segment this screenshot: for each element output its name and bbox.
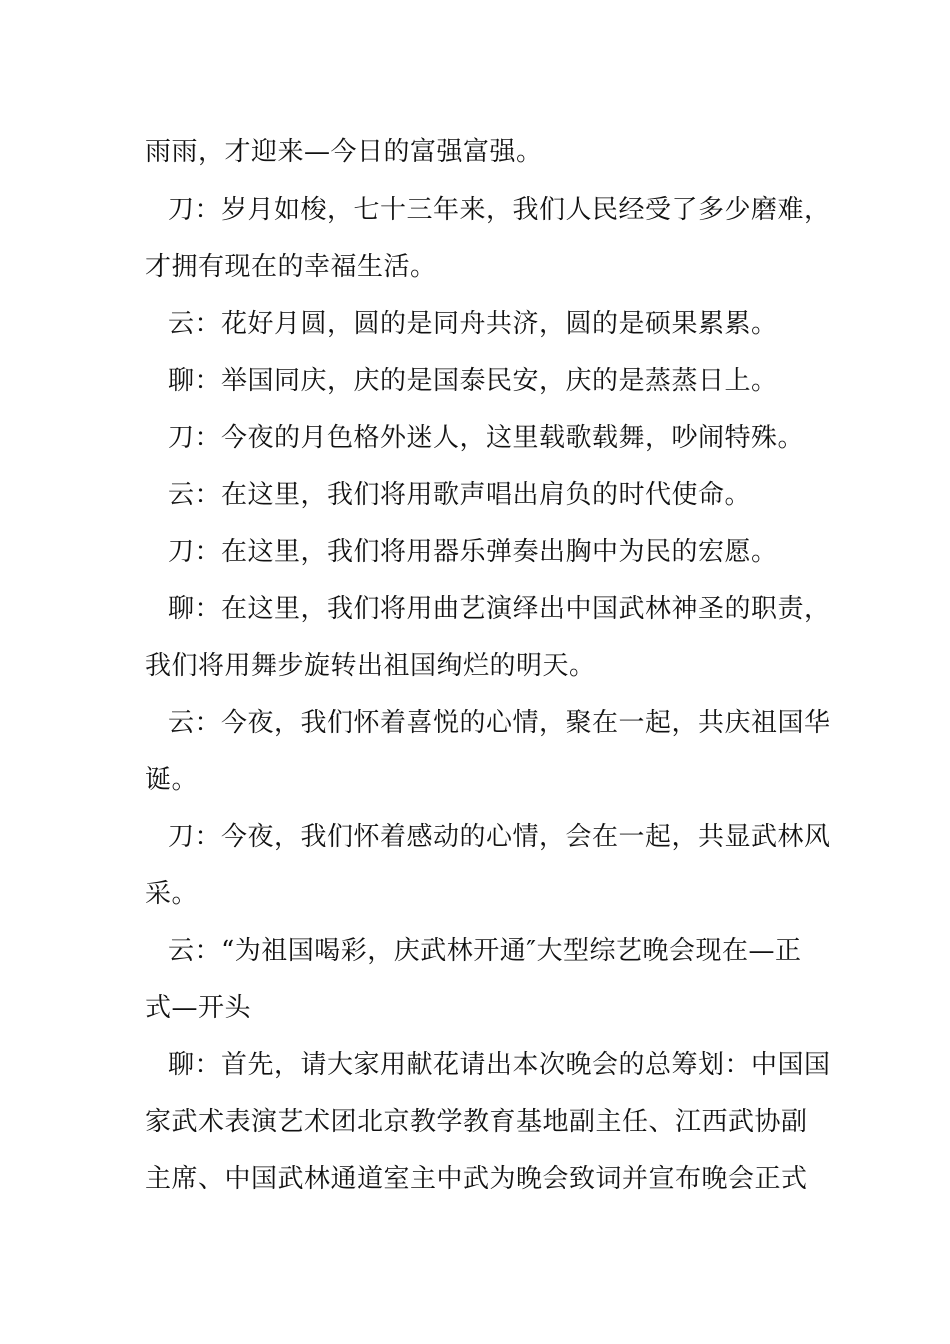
text-line: 云：“为祖国喝彩，庆武林开通″大型综艺晚会现在—正 [168, 936, 802, 966]
text-line: 聊：举国同庆，庆的是国泰民安，庆的是蒸蒸日上。 [168, 366, 778, 396]
text-line: 我们将用舞步旋转出祖国绚烂的明天。 [145, 651, 596, 681]
text-line: 聊：首先，请大家用献花请出本次晚会的总筹划：中国国 [168, 1050, 831, 1080]
text-line: 刀：在这里，我们将用器乐弹奏出胸中为民的宏愿。 [168, 537, 778, 567]
text-line: 采。 [145, 879, 199, 909]
text-line: 诞。 [145, 765, 199, 795]
text-line: 刀：岁月如梭，七十三年来，我们人民经受了多少磨难， [168, 195, 831, 225]
text-line: 家武术表演艺术团北京教学教育基地副主任、江西武协副 [145, 1107, 808, 1137]
text-line: 雨雨，才迎来—今日的富强富强。 [145, 137, 543, 167]
text-line: 云：在这里，我们将用歌声唱出肩负的时代使命。 [168, 480, 752, 510]
text-line: 刀：今夜，我们怀着感动的心情，会在一起，共显武林风 [168, 822, 831, 852]
text-line: 刀：今夜的月色格外迷人，这里载歌载舞，吵闹特殊。 [168, 423, 805, 453]
text-line: 云：今夜，我们怀着喜悦的心情，聚在一起，共庆祖国华 [168, 708, 831, 738]
text-line: 才拥有现在的幸福生活。 [145, 252, 437, 282]
text-line: 主席、中国武林通道室主中武为晚会致词并宣布晚会正式 [145, 1164, 808, 1194]
text-line: 云：花好月圆，圆的是同舟共济，圆的是硕果累累。 [168, 309, 778, 339]
text-line: 式—开头 [145, 993, 252, 1023]
text-line: 聊：在这里，我们将用曲艺演绎出中国武林神圣的职责， [168, 594, 831, 624]
